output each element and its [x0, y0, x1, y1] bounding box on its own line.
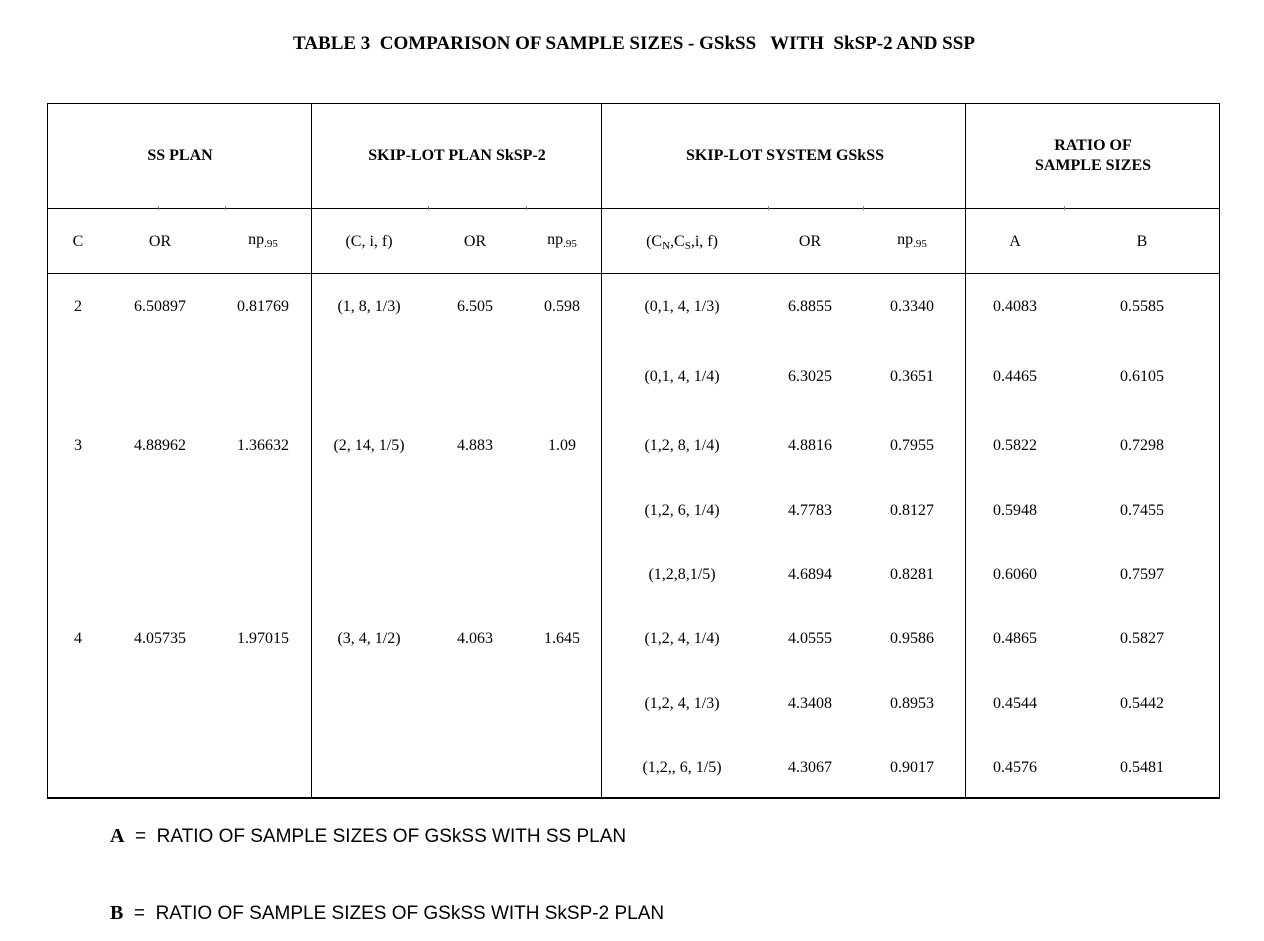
header-tick [428, 206, 429, 210]
col-header-cif: (C, i, f) [345, 233, 393, 250]
np-main: np [897, 231, 914, 248]
gskss-plan: (1,2, 8, 1/4) [644, 437, 720, 454]
sksp-np: 1.645 [544, 630, 580, 647]
group-header-skip-lot-plan: SKIP-LOT PLAN SkSP-2 [368, 147, 546, 164]
header-tick [1064, 206, 1065, 210]
ss-or: 4.05735 [134, 630, 186, 647]
np-subscript: .95 [264, 238, 278, 250]
ratio-b: 0.7298 [1120, 437, 1164, 454]
plan-params-part: (C [646, 233, 663, 250]
ratio-b: 0.5585 [1120, 298, 1164, 315]
ratio-a: 0.4544 [993, 695, 1037, 712]
ratio-header-line2: SAMPLE SIZES [1034, 157, 1152, 174]
footnote-b-text: RATIO OF SAMPLE SIZES OF GSkSS WITH SkSP-2 PLAN [155, 903, 665, 924]
sksp-cif: (1, 8, 1/3) [337, 298, 401, 315]
gskss-or: 4.8816 [788, 437, 832, 454]
gskss-np: 0.8953 [890, 695, 934, 712]
group-header-ss-plan: SS PLAN [147, 147, 213, 164]
gskss-or: 4.6894 [788, 566, 832, 583]
gskss-or: 6.8855 [788, 298, 832, 315]
np-main: np [248, 231, 265, 248]
ss-c: 2 [74, 298, 82, 315]
gskss-plan: (1,2,, 6, 1/5) [642, 759, 722, 776]
plan-params-subscript-s: S [684, 240, 691, 252]
ss-np: 0.81769 [237, 298, 289, 315]
plan-params-part: ,i, f) [690, 233, 718, 250]
sksp-np: 0.598 [544, 298, 580, 315]
np-subscript: .95 [913, 238, 927, 250]
sksp-cif: (3, 4, 1/2) [337, 630, 401, 647]
header-tick [158, 206, 159, 210]
sksp-or: 4.883 [457, 437, 493, 454]
comparison-table [47, 103, 1220, 799]
group-header-ratio [1035, 136, 1151, 176]
sksp-cif: (2, 14, 1/5) [333, 437, 405, 454]
gskss-np: 0.3340 [890, 298, 934, 315]
col-header-b: B [1136, 233, 1148, 250]
ss-c: 3 [74, 437, 82, 454]
group-header-skip-lot-system: SKIP-LOT SYSTEM GSkSS [685, 147, 885, 164]
ratio-a: 0.4576 [993, 759, 1037, 776]
gskss-or: 4.7783 [788, 502, 832, 519]
gskss-np: 0.8281 [890, 566, 934, 583]
col-header-c: C [72, 233, 84, 250]
ratio-header-line1: RATIO OF [1054, 137, 1132, 154]
header-tick [768, 206, 769, 210]
gskss-plan: (0,1, 4, 1/3) [644, 298, 720, 315]
ratio-b: 0.6105 [1120, 368, 1164, 385]
gskss-np: 0.8127 [890, 502, 934, 519]
header-tick [863, 206, 864, 210]
table-title: TABLE 3 COMPARISON OF SAMPLE SIZES - GSkSS WITH SkSP-2 AND SSP [293, 33, 975, 54]
ratio-b: 0.5481 [1120, 759, 1164, 776]
footnote-b-label: B [110, 902, 124, 924]
ratio-b: 0.7455 [1120, 502, 1164, 519]
divider-column-header [48, 273, 1219, 274]
gskss-plan: (1,2,8,1/5) [648, 566, 716, 583]
col-header-ss-np [248, 230, 278, 254]
col-header-gskss-or: OR [798, 233, 822, 250]
ss-c: 4 [74, 630, 82, 647]
gskss-np: 0.7955 [890, 437, 934, 454]
col-header-ss-or: OR [148, 233, 172, 250]
header-tick [225, 206, 226, 210]
gskss-or: 6.3025 [788, 368, 832, 385]
col-header-sksp-np [547, 230, 577, 254]
ratio-a: 0.5948 [993, 502, 1037, 519]
gskss-plan: (1,2, 4, 1/4) [644, 630, 720, 647]
col-header-sksp-or: OR [463, 233, 487, 250]
footnote-b [110, 902, 664, 925]
sksp-or: 6.505 [457, 298, 493, 315]
col-header-gskss-np [897, 230, 927, 254]
footnote-a-equals: = [124, 826, 157, 847]
ratio-b: 0.5442 [1120, 695, 1164, 712]
gskss-plan: (1,2, 6, 1/4) [644, 502, 720, 519]
ss-np: 1.36632 [237, 437, 289, 454]
np-main: np [547, 231, 564, 248]
ratio-a: 0.4465 [993, 368, 1037, 385]
ss-np: 1.97015 [237, 630, 289, 647]
gskss-or: 4.3067 [788, 759, 832, 776]
np-subscript: .95 [563, 238, 577, 250]
ratio-b: 0.7597 [1120, 566, 1164, 583]
sksp-or: 4.063 [457, 630, 493, 647]
gskss-plan: (0,1, 4, 1/4) [644, 368, 720, 385]
footnote-a-label: A [110, 825, 125, 847]
gskss-np: 0.3651 [890, 368, 934, 385]
gskss-or: 4.0555 [788, 630, 832, 647]
plan-params-part: ,C [670, 233, 685, 250]
gskss-or: 4.3408 [788, 695, 832, 712]
ratio-a: 0.4083 [993, 298, 1037, 315]
footnote-b-equals: = [123, 903, 156, 924]
plan-params-subscript-n: N [662, 240, 671, 252]
gskss-plan: (1,2, 4, 1/3) [644, 695, 720, 712]
header-tick [526, 206, 527, 210]
sksp-np: 1.09 [548, 437, 576, 454]
gskss-np: 0.9017 [890, 759, 934, 776]
col-header-plan-params [646, 232, 718, 252]
ratio-a: 0.5822 [993, 437, 1037, 454]
ss-or: 6.50897 [134, 298, 186, 315]
ratio-a: 0.4865 [993, 630, 1037, 647]
ss-or: 4.88962 [134, 437, 186, 454]
footnote-a-text: RATIO OF SAMPLE SIZES OF GSkSS WITH SS PLAN [156, 826, 627, 847]
ratio-b: 0.5827 [1120, 630, 1164, 647]
footnote-a [110, 825, 626, 848]
col-header-a: A [1009, 233, 1021, 250]
ratio-a: 0.6060 [993, 566, 1037, 583]
divider-group-header [48, 208, 1219, 209]
gskss-np: 0.9586 [890, 630, 934, 647]
